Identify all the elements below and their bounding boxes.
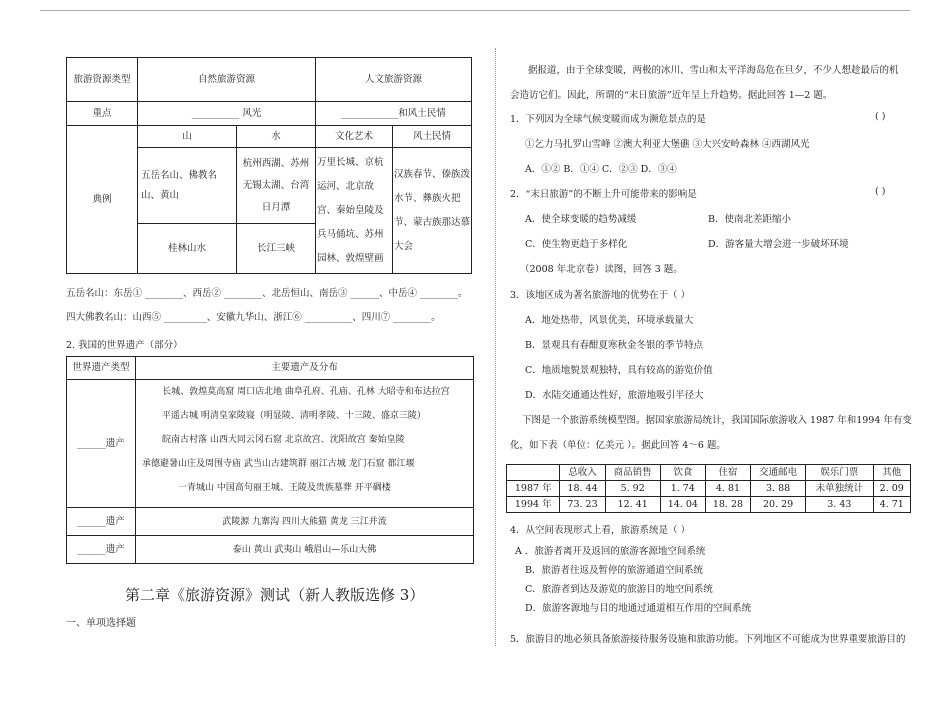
q1-answers: A．①② B．①④ C．②③ D．③④ xyxy=(525,164,677,175)
heritage-row2-label: ______遗产 xyxy=(67,508,136,536)
q4-option-b: B．旅游者往返及暂停的旅游通道空间系统 xyxy=(525,565,703,576)
income-year-cell: 1987 年 xyxy=(507,481,560,497)
income-value-cell: 2. 09 xyxy=(873,481,911,497)
heritage-row2: 武陵源 九寨沟 四川大熊猫 黄龙 三江并流 xyxy=(136,508,474,536)
income-row xyxy=(507,481,911,497)
heritage-line-5: 一青城山 中国高句丽王城、王陵及贵族墓葬 开平碉楼 xyxy=(178,483,391,493)
income-header-cell: 住宿 xyxy=(705,465,750,481)
sub-mountain: 山 xyxy=(138,126,237,148)
q1-paren: ( ) xyxy=(875,111,886,122)
q1-options: ①乞力马扎罗山雪峰 ②澳大利亚大堡礁 ③大兴安岭森林 ④西湖风光 xyxy=(525,139,810,150)
income-value-cell: 12. 41 xyxy=(605,497,660,513)
income-header-cell: 饮食 xyxy=(660,465,705,481)
income-header-cell: 商品销售 xyxy=(605,465,660,481)
income-value-cell: 18. 44 xyxy=(560,481,605,497)
q3-option-b: B．景观具有春酣夏寒秋金冬银的季节特点 xyxy=(525,340,703,351)
income-value-cell: 3. 88 xyxy=(751,481,806,497)
income-row xyxy=(507,497,911,513)
q3-option-a: A．地处热带，风景优美，环境承载量大 xyxy=(525,315,694,326)
income-value-cell: 73. 23 xyxy=(560,497,605,513)
key-natural: __________ 风光 xyxy=(138,102,316,126)
heritage-row3: 泰山 黄山 武夷山 峨眉山—乐山大佛 xyxy=(136,536,474,564)
heritage-title: 2. 我国的世界遗产（部分） xyxy=(66,340,183,351)
heritage-header-type: 世界遗产类型 xyxy=(67,357,136,380)
fill-line-2: 四大佛教名山：山西⑤ _________、安徽九华山、浙江⑥ __________、四川⑦ ________。 xyxy=(66,312,441,323)
q3-option-c: C．地质地貌景观独特，具有较高的游览价值 xyxy=(525,365,713,376)
example-label: 典例 xyxy=(67,126,138,274)
income-value-cell: 未单独统计 xyxy=(806,481,873,497)
income-value-cell: 3. 43 xyxy=(806,497,873,513)
chapter-title: 第二章《旅游资源》测试（新人教版选修 3） xyxy=(125,586,425,604)
q4-stem: 4．从空间表现形式上看，旅游系统是（ ） xyxy=(510,525,691,536)
income-value-cell: 4. 71 xyxy=(873,497,911,513)
q1-stem: 1．下列因为全球气候变暖而成为濒危景点的是 xyxy=(510,114,707,125)
income-value-cell: 14. 04 xyxy=(660,497,705,513)
q2-option-b: B．使南北差距缩小 xyxy=(708,214,791,225)
header-human: 人文旅游资源 xyxy=(316,58,472,102)
key-human: ____________和风土民情 xyxy=(316,102,472,126)
q4-option-a: A ．旅游者离开及返回的旅游客源地空间系统 xyxy=(515,546,706,557)
heritage-line-2: 平遥古城 明清皇家陵寝（明显陵、清明孝陵、十三陵、盛京三陵） xyxy=(162,411,426,421)
income-value-cell: 5. 92 xyxy=(605,481,660,497)
heritage-line-4: 承德避暑山庄及周围寺庙 武当山古建筑群 丽江古城 龙门石窟 都江堰 xyxy=(142,459,415,469)
q2-option-d: D．游客量大增会进一步破坏环境 xyxy=(708,239,849,250)
heritage-row3-label: ______遗产 xyxy=(67,536,136,564)
heritage-table xyxy=(66,356,474,564)
top-rule xyxy=(40,10,910,11)
q2-stem: 2．“末日旅游”的不断上升可能带来的影响是 xyxy=(510,189,697,200)
income-table xyxy=(506,464,911,513)
heritage-line-1: 长城、敦煌莫高窟 周口店北地 曲阜孔府、孔庙、孔林 大昭寺和布达拉宫 xyxy=(162,387,450,397)
q2-option-a: A．使全球变暖的趋势减缓 xyxy=(525,214,637,225)
income-value-cell: 1. 74 xyxy=(660,481,705,497)
custom-examples: 汉族春节、傣族泼水节、彝族火把节、蒙古族那达慕大会 xyxy=(393,148,472,274)
q3-option-d: D．水陆交通通达性好，旅游地吸引半径大 xyxy=(525,390,704,401)
culture-examples: 万里长城、京杭运河、北京故宫、秦始皇陵及兵马俑坑、苏州园林、敦煌壁画 xyxy=(316,148,393,274)
income-header-cell: 总收入 xyxy=(560,465,605,481)
q2-paren: ( ) xyxy=(875,186,886,197)
fill-line-1: 五岳名山：东岳① ________、西岳② ________、北岳恒山、南岳③ ______、中岳④ ________。 xyxy=(66,288,468,299)
water-example-2: 长江三峡 xyxy=(237,224,316,274)
system-line-2: 化，如下表（单位：亿美元 ）。据此回答 4～6 题。 xyxy=(510,440,726,451)
q2-option-c: C．使生物更趋于多样化 xyxy=(525,239,628,250)
income-year-cell: 1994 年 xyxy=(507,497,560,513)
heritage-header-dist: 主要遗产及分布 xyxy=(136,357,474,380)
income-header-cell: 交通邮电 xyxy=(751,465,806,481)
header-resource-type: 旅游资源类型 xyxy=(67,58,138,102)
q5-stem: 5．旅游目的地必须具备旅游接待服务设施和旅游功能。下列地区不可能成为世界重要旅游目的 xyxy=(510,634,906,645)
section-heading: 一、单项选择题 xyxy=(66,618,136,629)
q4-option-d: D．旅游客源地与目的地通过通道相互作用的空间系统 xyxy=(525,603,752,614)
column-divider xyxy=(495,48,496,646)
income-header-cell xyxy=(507,465,560,481)
income-header-row xyxy=(507,465,911,481)
intro-line-2: 会造访它们。因此，所谓的“末日旅游”近年呈上升趋势。据此回答 1—2 题。 xyxy=(510,90,833,101)
heritage-row1-label: ______遗产 xyxy=(67,380,136,508)
sub-culture: 文化艺术 xyxy=(316,126,393,148)
sub-water: 水 xyxy=(237,126,316,148)
sub-custom: 风土民情 xyxy=(393,126,472,148)
q3-intro: （2008 年北京卷）读图，回答 3 题。 xyxy=(520,264,683,275)
mountain-examples: 五岳名山、佛教名山、黄山 xyxy=(138,148,237,224)
mountain-example-2: 桂林山水 xyxy=(138,224,237,274)
system-line-1: 下图是一个旅游系统模型图。据国家旅游局统计，我国国际旅游收入 1987 年和1994 年有变 xyxy=(522,415,912,426)
q3-stem: 3．该地区成为著名旅游地的优势在于（ ） xyxy=(510,290,691,301)
income-header-cell: 其他 xyxy=(873,465,911,481)
income-value-cell: 4. 81 xyxy=(705,481,750,497)
income-header-cell: 娱乐门票 xyxy=(806,465,873,481)
tourism-resource-table xyxy=(66,57,472,274)
income-value-cell: 18. 28 xyxy=(705,497,750,513)
heritage-line-3: 皖南古村落 山西大同云冈石窟 北京故宫、沈阳故宫 秦始皇陵 xyxy=(162,435,405,445)
intro-line-1: 据报道，由于全球变暖，两极的冰川、雪山和太平洋海岛危在旦夕，不少人想趁最后的机 xyxy=(528,65,899,76)
water-examples: 杭州西湖、苏州无锡太湖、台湾日月潭 xyxy=(237,148,316,224)
q4-option-c: C．旅游者到达及游览的旅游目的地空间系统 xyxy=(525,584,713,595)
header-natural: 自然旅游资源 xyxy=(138,58,316,102)
income-value-cell: 20. 29 xyxy=(751,497,806,513)
key-label: 重点 xyxy=(67,102,138,126)
